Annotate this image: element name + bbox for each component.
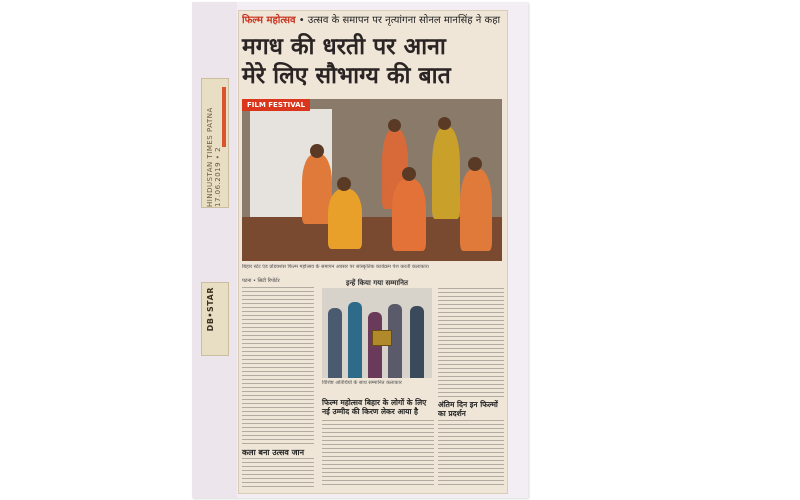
article-2-heading: फिल्म महोत्सव बिहार के लोगों के लिए नई उम्मीद की किरण लेकर आया है [322, 398, 427, 416]
side-tab-logo [201, 282, 229, 356]
section-heading: कला बना उत्सव जान [242, 448, 305, 457]
headline-line-2: मेरे लिए सौभाग्य की बात [242, 62, 451, 89]
photo-caption: बिहार स्टेट एंड प्रोडक्शंस फिल्म महोत्सव के समापन अवसर पर सांस्कृतिक कार्यक्रम पेश करती कलाकार। [242, 264, 430, 270]
person-figure [348, 302, 362, 378]
dancer-head [388, 119, 401, 132]
kicker-line [242, 12, 502, 26]
side-tab-red-mark [222, 87, 226, 147]
headline [242, 32, 504, 90]
sheet-margin [192, 2, 237, 498]
article-body-column-3b [438, 420, 504, 488]
dancer-figure [328, 189, 362, 249]
byline: पटना • सिटी रिपोर्टर [242, 278, 280, 284]
dancer-head [310, 144, 324, 158]
headline-line-1: मगध की धरती पर आना [242, 33, 446, 60]
article-body-column-3 [438, 288, 504, 398]
kicker-tag: फिल्म महोत्सव [242, 15, 296, 26]
award-plaque [372, 330, 392, 346]
side-tab-date [201, 78, 229, 208]
dancer-head [438, 117, 451, 130]
dancer-head [468, 157, 482, 171]
dancer-head [337, 177, 351, 191]
dance-photo [242, 99, 502, 261]
kicker-separator: • [298, 15, 308, 26]
felicitation-photo [322, 288, 432, 378]
felicitation-caption: विशिष्ट अतिथियों के साथ सम्मानित कलाकार [322, 380, 402, 386]
side-tab-text: HINDUSTAN TIMES PATNA 17.06.2019 • 2 [206, 107, 222, 207]
dancer-figure [432, 127, 460, 219]
article-3-heading: अंतिम दिन इन फिल्मों का प्रदर्शन [438, 400, 498, 418]
honoured-heading: इन्हें किया गया सम्मानित [346, 279, 408, 287]
person-figure [328, 308, 342, 378]
dancer-figure [460, 169, 492, 251]
article-body-column-1b [242, 458, 314, 488]
kicker-text: उत्सव के समापन पर नृत्यांगना सोनल मानसिंह ने कहा [307, 15, 501, 26]
dancer-head [402, 167, 416, 181]
film-festival-badge: FILM FESTIVAL [242, 99, 310, 111]
dancer-figure [392, 179, 426, 251]
side-tab-logo-text: DB•STAR [206, 287, 215, 332]
person-figure [410, 306, 424, 378]
article-body-column-2 [322, 420, 434, 488]
article-body-column-1 [242, 287, 314, 445]
